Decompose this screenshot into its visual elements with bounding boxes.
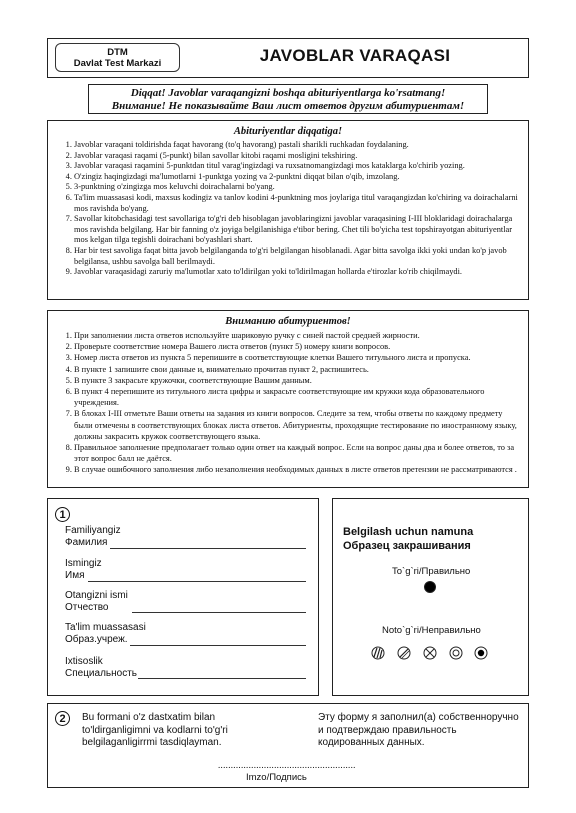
list-item: 2. Javoblar varaqasi raqami (5-punkt) bilan savollar kitobi raqami mosligini tekshiring. xyxy=(74,151,522,162)
specialty-field[interactable] xyxy=(138,678,306,679)
uz-instructions-list xyxy=(54,140,522,278)
list-item: 9. В случае ошибочного заполнения либо незаполнения необходимых данных в листе ответов претензии не рассматриваются . xyxy=(74,464,522,475)
bubble-dot-icon xyxy=(475,647,487,659)
list-item: 5. В пункте 3 закрасьте кружочки, соответствующие Вашим данным. xyxy=(74,375,522,386)
warning-uz: Diqqat! Javoblar varaqangizni boshqa abituriyentlarga ko'rsatmang! xyxy=(130,87,446,99)
list-item: 8. Har bir test savoliga faqat bitta javob belgilanganda to'g'ri belgilangan hisoblanadi. Agar bitta savolga ikki yoki undan ko'p javob belgilansa, ushbu savolga ball berilmaydi. xyxy=(74,246,522,267)
ru-instructions-list xyxy=(54,330,522,476)
signature-label: Imzo/Подпись xyxy=(246,772,307,783)
ru-instructions-box xyxy=(47,310,529,488)
surname-field[interactable] xyxy=(110,548,306,549)
warning-ru: Внимание! Не показывайте Ваш лист ответов другим абитуриентам! xyxy=(111,100,465,112)
list-item: 3. Javoblar varaqasi raqamini 5-punktdan titul varag'ingizdagi va ruxsatnomangizdagi mos kataklarga ko'chirib yozing. xyxy=(74,161,522,172)
bubble-cross-icon xyxy=(424,647,436,659)
list-item: 1. Javoblar varaqani toldirishda faqat havorang (to'q havorang) pastali sharikli ruchkadan foydalaning. xyxy=(74,140,522,151)
name-field[interactable] xyxy=(88,581,306,582)
name-label: Ismingiz Имя xyxy=(65,558,102,581)
institution-label: Ta'lim muassasasi Образ.учреж. xyxy=(65,622,146,645)
uz-instructions-box xyxy=(47,120,529,300)
list-item: 7. В блоках I-III отметьте Ваши ответы на задания из книги вопросов. Следите за тем, чтобы ответы по каждому предмету были отмечены в соответствующих блоках листа ответов. Абитуриенты, проходящие тестирование по иностранному языку, должны закрасить кружок соответствующего языка. xyxy=(74,408,522,442)
bubble-ring-icon xyxy=(450,647,462,659)
list-item: 3. Номер листа ответов из пункта 5 перепишите в соответствующие клетки Вашего титульного листа и пропуска. xyxy=(74,352,522,363)
signature-line[interactable]: ...................................................... xyxy=(218,760,356,770)
list-item: 1. При заполнении листа ответов используйте шариковую ручку с синей пастой средней жирности. xyxy=(74,330,522,341)
page-title: JAVOBLAR VARAQASI xyxy=(259,46,451,65)
surname-label: Familiyangiz Фамилия xyxy=(65,525,121,548)
bubble-slash-icon xyxy=(398,647,410,659)
list-item: 9. Javoblar varaqasidagi zaruriy ma'lumotlar xato to'ldirilgan yoki to'ldirilmagan hollarda e'tirozlar ko'rib chiqilmaydi. xyxy=(74,267,522,278)
list-item: 7. Savollar kitobchasidagi test savollariga to'g'ri deb hisoblagan javoblaringizni javoblar varaqasining I-III bloklaridagi doirachalarga mos ravishda belgilang. Har bir fanning o'z joyiga belgilanishiga e'tibor bering. Chet tili bo'yicha test topshirayotgan abituriyentlar mos kelgan tilga tegishli doirachani bo'yashlari shart. xyxy=(74,214,522,246)
bubble-hatched-icon xyxy=(372,647,384,659)
incorrect-label: Noto`g`ri/Неправильно xyxy=(382,625,481,636)
sample-heading: Belgilash uchun namuna Образец закрашивания xyxy=(343,526,474,552)
correct-filled-bubble xyxy=(424,581,436,593)
list-item: 6. В пункт 4 перепишите из титульного листа цифры и закрасьте соответствующие им кружки кода образовательного учреждения. xyxy=(74,386,522,408)
section1-number: 1 xyxy=(55,507,70,522)
list-item: 4. O'zingiz haqingizdagi ma'lumotlarni 1-punktga yozing va 2-punktni diqqat bilan o'qib, imzolang. xyxy=(74,172,522,183)
correct-label: To`g`ri/Правильно xyxy=(392,566,471,577)
uz-instructions-heading: Abituriyentlar diqqatiga! xyxy=(233,126,343,137)
patronymic-field[interactable] xyxy=(132,612,306,613)
section2-number: 2 xyxy=(55,711,70,726)
incorrect-bubbles xyxy=(370,643,495,663)
confirmation-uz: Bu formani o'z dastxatim bilan to'ldirganligimni va kodlarni to'g'ri belgilaganligirrmi tasdiqlayman. xyxy=(82,712,228,748)
list-item: 5. 3-punktning o'zingizga mos keluvchi doirachalarni bo'yang. xyxy=(74,182,522,193)
list-item: 6. Ta'lim muassasasi kodi, maxsus kodingiz va tanlov kodini 4-punktning mos joylariga titul varaqangizdan ko'chiring va doirachalarni mos ravishda bo'yang. xyxy=(74,193,522,214)
list-item: 8. Правильное заполнение предполагает только один ответ на каждый вопрос. Если на вопрос даны два и более ответов, то за этот вопрос балл не даётся. xyxy=(74,442,522,464)
confirmation-ru: Эту форму я заполнил(а) собственноручно и подтверждаю правильность кодированных данных. xyxy=(318,712,519,748)
warning-box xyxy=(88,84,488,114)
logo-line1: DTM xyxy=(107,47,128,58)
list-item: 4. В пункте 1 запишите свои данные и, внимательно прочитав пункт 2, распишитесь. xyxy=(74,364,522,375)
dtm-logo xyxy=(55,43,180,72)
specialty-label: Ixtisoslik Специальность xyxy=(65,656,137,679)
list-item: 2. Проверьте соответствие номера Вашего листа ответов (пункт 5) номеру книги вопросов. xyxy=(74,341,522,352)
logo-line2: Davlat Test Markazi xyxy=(73,58,162,69)
institution-field[interactable] xyxy=(130,645,306,646)
patronymic-label: Otangizni ismi Отчество xyxy=(65,590,128,613)
ru-instructions-heading: Вниманию абитуриентов! xyxy=(225,316,351,327)
